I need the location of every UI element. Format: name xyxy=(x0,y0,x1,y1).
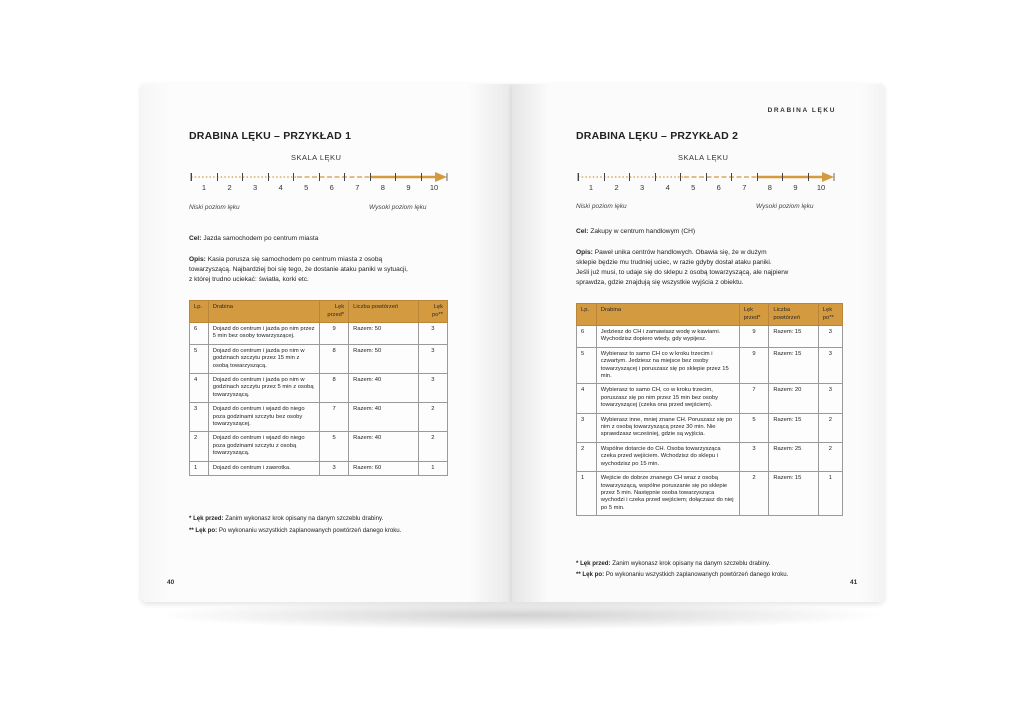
anxiety-scale xyxy=(185,170,455,184)
table-row xyxy=(190,344,448,373)
ladder-table xyxy=(189,300,448,476)
cell-liczba: Razem: 50 xyxy=(349,323,419,345)
scale-tick xyxy=(370,173,371,181)
cell-drabina: Wybierasz inne, mniej znane CH. Poruszasz się po nim z osobą towarzyszącą przez 30 min. Nie sprawdzasz wcześniej, gdzie są wyjścia. xyxy=(596,413,739,442)
scale-tick-label: 2 xyxy=(614,183,619,192)
page-title: DRABINA LĘKU – PRZYKŁAD 2 xyxy=(576,130,739,142)
scale-tick xyxy=(344,173,345,181)
footnote-after xyxy=(576,571,788,578)
scale-tick xyxy=(578,173,579,181)
cell-lek-przed: 9 xyxy=(739,326,769,348)
scale-tick xyxy=(808,173,809,181)
cell-drabina: Wejście do dobrze znanego CH wraz z osobą towarzyszącą, wspólne poruszanie się po sklepie przez 5 min. Następnie osoba towarzysząca wychodzi i czeka przed wejściem; dołączasz do niej po 5 min. xyxy=(596,472,739,516)
cell-lek-przed: 9 xyxy=(739,347,769,384)
cell-lek-przed: 7 xyxy=(320,403,349,432)
scale-tick-label: 7 xyxy=(742,183,747,192)
col-lek-przed: Lęk przed* xyxy=(320,301,349,323)
cell-lek-przed: 2 xyxy=(739,472,769,516)
goal-text: Jazda samochodem po centrum miasta xyxy=(203,235,319,242)
scale-label: SKALA LĘKU xyxy=(291,153,342,162)
cell-lek-przed: 9 xyxy=(320,323,349,345)
col-lp: Lp. xyxy=(190,301,209,323)
scale-tick-label: 10 xyxy=(816,183,826,192)
footnote-label: * Lęk przed: xyxy=(576,560,611,567)
cell-drabina: Dojazd do centrum i wjazd do niego poza godzinami szczytu z osobą towarzyszącą. xyxy=(208,432,319,461)
ladder-table xyxy=(576,303,843,516)
table-row xyxy=(577,326,843,348)
scale-tick-label: 10 xyxy=(429,183,439,192)
cell-lek-przed: 7 xyxy=(739,384,769,413)
goal-label: Cel: xyxy=(189,235,202,242)
scale-tick-label: 6 xyxy=(329,183,334,192)
cell-lek-po: 2 xyxy=(818,442,842,471)
footnote-label: ** Lęk po: xyxy=(189,527,218,534)
desc-line: towarzyszącą. Najbardziej boi się tego, że dostanie ataku paniki w sytuacji, xyxy=(189,266,408,273)
cell-lek-po: 3 xyxy=(818,347,842,384)
cell-lek-po: 2 xyxy=(418,432,447,461)
page-title: DRABINA LĘKU – PRZYKŁAD 1 xyxy=(189,130,352,142)
footnote-text: Zanim wykonasz krok opisany na danym szczeblu drabiny. xyxy=(612,560,771,567)
desc-line: Jeśli już musi, to udaje się do sklepu z osobą towarzyszącą, ale najpierw xyxy=(576,269,789,276)
col-liczba: Liczba powtórzeń xyxy=(349,301,419,323)
cell-liczba: Razem: 50 xyxy=(349,344,419,373)
cell-lp: 4 xyxy=(190,374,209,403)
cell-lp: 3 xyxy=(190,403,209,432)
scale-tick-label: 5 xyxy=(691,183,696,192)
cell-lek-po: 2 xyxy=(818,413,842,442)
footnote-text: Zanim wykonasz krok opisany na danym szczeblu drabiny. xyxy=(225,515,384,522)
desc-label: Opis: xyxy=(189,256,206,263)
table-row xyxy=(190,323,448,345)
cell-liczba: Razem: 60 xyxy=(349,461,419,475)
desc-line: z której trudno uciekać: światła, korki etc. xyxy=(189,276,309,283)
cell-lp: 3 xyxy=(577,413,597,442)
footnote-after xyxy=(189,527,401,534)
cell-drabina: Wybierasz to samo CH co w kroku trzecim i czwartym. Jedziesz na miejsce bez osoby towarzyszącej i poruszasz się po sklepie przez 15 min. xyxy=(596,347,739,384)
table-row xyxy=(190,432,448,461)
scale-tick-label: 5 xyxy=(304,183,309,192)
cell-lp: 4 xyxy=(577,384,597,413)
table-row xyxy=(190,374,448,403)
scale-low-label: Niski poziom lęku xyxy=(189,204,240,211)
footnote-before xyxy=(189,515,383,522)
scale-tick-label: 9 xyxy=(793,183,798,192)
table-header-row xyxy=(577,304,843,326)
col-lek-przed: Lęk przed* xyxy=(739,304,769,326)
cell-lp: 2 xyxy=(190,432,209,461)
desc-line: sklepie będzie mu trudniej uciec, w razie gdyby dostał ataku paniki. xyxy=(576,259,772,266)
cell-lek-po: 1 xyxy=(418,461,447,475)
scale-tick-label: 2 xyxy=(227,183,232,192)
cell-lek-po: 3 xyxy=(818,384,842,413)
footnote-label: * Lęk przed: xyxy=(189,515,224,522)
cell-liczba: Razem: 40 xyxy=(349,374,419,403)
cell-lek-po: 3 xyxy=(418,344,447,373)
footnote-text: Po wykonaniu wszystkich zaplanowanych powtórzeń danego kroku. xyxy=(218,527,402,534)
cell-lek-po: 3 xyxy=(418,374,447,403)
scale-tick xyxy=(604,173,605,181)
cell-liczba: Razem: 15 xyxy=(769,472,818,516)
scale-tick xyxy=(731,173,732,181)
cell-liczba: Razem: 15 xyxy=(769,347,818,384)
scale-tick-label: 6 xyxy=(716,183,721,192)
table-row xyxy=(577,384,843,413)
table-header-row xyxy=(190,301,448,323)
left-page xyxy=(141,84,512,602)
cell-lek-przed: 5 xyxy=(739,413,769,442)
desc-line: Kasia porusza się samochodem po centrum miasta z osobą xyxy=(207,256,383,263)
cell-drabina: Dojazd do centrum i wjazd do niego poza godzinami szczytu bez osoby towarzyszącej. xyxy=(208,403,319,432)
scale-tick xyxy=(268,173,269,181)
scale-tick xyxy=(782,173,783,181)
cell-drabina: Wybierasz to samo CH, co w kroku trzecim, poruszasz się po nim przez 15 min bez osoby towarzyszącej (czeka ona przed wejściem). xyxy=(596,384,739,413)
cell-lp: 6 xyxy=(190,323,209,345)
anxiety-scale xyxy=(572,170,842,184)
scale-tick-label: 4 xyxy=(665,183,670,192)
cell-liczba: Razem: 40 xyxy=(349,432,419,461)
cell-lp: 1 xyxy=(577,472,597,516)
cell-liczba: Razem: 15 xyxy=(769,326,818,348)
col-lek-po: Lęk po** xyxy=(418,301,447,323)
cell-drabina: Jedziesz do CH i zamawiasz wodę w kawiarni. Wychodzisz dopiero wtedy, gdy wypijesz. xyxy=(596,326,739,348)
cell-lek-po: 3 xyxy=(818,326,842,348)
cell-lek-przed: 3 xyxy=(320,461,349,475)
desc-line: Paweł unika centrów handlowych. Obawia się, że w dużym xyxy=(594,249,767,256)
right-page xyxy=(512,84,884,602)
cell-lek-po: 2 xyxy=(418,403,447,432)
cell-lp: 1 xyxy=(190,461,209,475)
table-row xyxy=(577,472,843,516)
cell-liczba: Razem: 20 xyxy=(769,384,818,413)
scale-tick xyxy=(217,173,218,181)
running-header: DRABINA LĘKU xyxy=(767,107,836,114)
table-row xyxy=(190,461,448,475)
footnote-text: Po wykonaniu wszystkich zaplanowanych powtórzeń danego kroku. xyxy=(605,571,789,578)
cell-liczba: Razem: 25 xyxy=(769,442,818,471)
scale-tick-label: 3 xyxy=(640,183,645,192)
scale-tick xyxy=(293,173,294,181)
desc-line: sprawdza, gdzie znajdują się wszystkie wyjścia z obiektu. xyxy=(576,279,744,286)
table-row xyxy=(577,347,843,384)
footnote-before xyxy=(576,560,770,567)
table-row xyxy=(577,413,843,442)
scale-tick-label: 9 xyxy=(406,183,411,192)
scale-high-label: Wysoki poziom lęku xyxy=(756,203,814,210)
scale-tick xyxy=(319,173,320,181)
description xyxy=(189,255,489,285)
scale-low-label: Niski poziom lęku xyxy=(576,203,627,210)
desc-label: Opis: xyxy=(576,249,593,256)
table-row xyxy=(190,403,448,432)
cell-liczba: Razem: 40 xyxy=(349,403,419,432)
goal-text: Zakupy w centrum handlowym (CH) xyxy=(590,228,696,235)
scale-tick-label: 1 xyxy=(201,183,207,192)
book-shadow xyxy=(150,600,890,630)
cell-drabina: Wspólne dotarcie do CH. Osoba towarzysząca czeka przed wejściem. Wchodzisz do sklepu i wychodzisz po 15 min. xyxy=(596,442,739,471)
scale-tick-label: 8 xyxy=(767,183,772,192)
cell-lp: 2 xyxy=(577,442,597,471)
cell-lp: 5 xyxy=(577,347,597,384)
goal xyxy=(189,234,318,244)
cell-lek-przed: 8 xyxy=(320,374,349,403)
cell-lek-przed: 3 xyxy=(739,442,769,471)
cell-lp: 5 xyxy=(190,344,209,373)
scale-tick-label: 7 xyxy=(355,183,360,192)
col-lek-po: Lęk po** xyxy=(818,304,842,326)
col-drabina: Drabina xyxy=(596,304,739,326)
table-row xyxy=(577,442,843,471)
description xyxy=(576,248,876,288)
goal xyxy=(576,227,695,237)
scale-tick-label: 3 xyxy=(253,183,258,192)
scale-tick xyxy=(706,173,707,181)
scale-tick-label: 1 xyxy=(588,183,594,192)
scale-tick xyxy=(191,173,192,181)
scale-tick xyxy=(421,173,422,181)
cell-drabina: Dojazd do centrum i jazda po nim w godzinach szczytu przez 5 min z osobą towarzyszącą. xyxy=(208,374,319,403)
cell-lek-przed: 8 xyxy=(320,344,349,373)
scale-tick xyxy=(629,173,630,181)
page-number: 41 xyxy=(850,579,858,586)
cell-lek-przed: 5 xyxy=(320,432,349,461)
scale-tick xyxy=(395,173,396,181)
scale-label: SKALA LĘKU xyxy=(678,153,729,162)
col-drabina: Drabina xyxy=(208,301,319,323)
scale-tick xyxy=(655,173,656,181)
cell-drabina: Dojazd do centrum i zawrotka. xyxy=(208,461,319,475)
goal-label: Cel: xyxy=(576,228,589,235)
cell-lek-po: 1 xyxy=(818,472,842,516)
cell-lek-po: 3 xyxy=(418,323,447,345)
scale-tick-label: 8 xyxy=(380,183,385,192)
cell-lp: 6 xyxy=(577,326,597,348)
scale-high-label: Wysoki poziom lęku xyxy=(369,204,427,211)
scale-tick xyxy=(242,173,243,181)
cell-liczba: Razem: 15 xyxy=(769,413,818,442)
footnote-label: ** Lęk po: xyxy=(576,571,605,578)
page-number: 40 xyxy=(167,579,175,586)
cell-drabina: Dojazd do centrum i jazda po nim przez 5 min bez osoby towarzyszącej. xyxy=(208,323,319,345)
scale-tick-label: 4 xyxy=(278,183,283,192)
scale-tick xyxy=(757,173,758,181)
col-liczba: Liczba powtórzeń xyxy=(769,304,818,326)
scale-tick xyxy=(680,173,681,181)
col-lp: Lp. xyxy=(577,304,597,326)
cell-drabina: Dojazd do centrum i jazda po nim w godzinach szczytu przez 15 min z osobą towarzyszącą. xyxy=(208,344,319,373)
